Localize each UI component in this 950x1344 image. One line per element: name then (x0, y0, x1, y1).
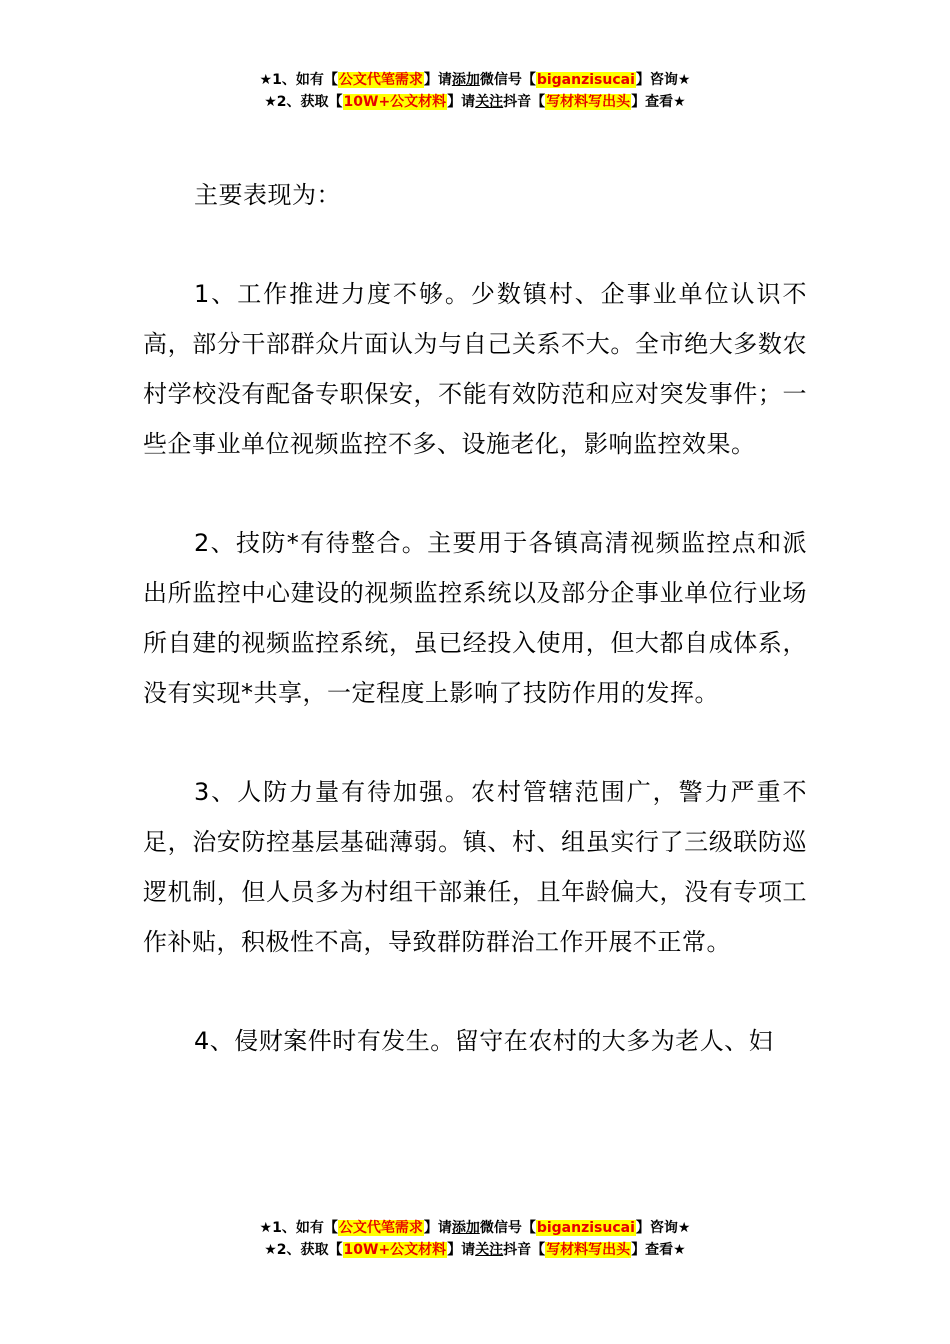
banner-highlight: 公文代笔需求 (338, 1220, 423, 1236)
document-body (143, 170, 807, 1115)
banner-text: 抖音【 (503, 1242, 546, 1258)
banner-line-1 (0, 69, 950, 91)
banner-text: ★1、如有【 (259, 72, 338, 88)
banner-underline: 关注 (475, 94, 504, 110)
banner-line-1 (0, 1217, 950, 1239)
banner-text: 】查看★ (631, 94, 686, 110)
banner-text: 】请 (423, 1220, 452, 1236)
footer-banner (0, 1217, 950, 1261)
banner-highlight: 10W+公文材料 (343, 94, 447, 110)
paragraph-3: 3、人防力量有待加强。农村管辖范围广，警力严重不足，治安防控基层基础薄弱。镇、村、组虽实行了三级联防巡逻机制，但人员多为村组干部兼任，且年龄偏大，没有专项工作补贴，积极性不高，导致群防群治工作开展不正常。 (143, 778, 807, 956)
banner-underline: 添加 (451, 72, 480, 88)
banner-highlight: 写材料写出头 (546, 1242, 631, 1258)
paragraph-4: 4、侵财案件时有发生。留守在农村的大多为老人、妇 (194, 1027, 774, 1055)
banner-underline: 添加 (451, 1220, 480, 1236)
banner-text: 】请 (447, 94, 476, 110)
banner-highlight: 10W+公文材料 (343, 1242, 447, 1258)
paragraph-1: 1、工作推进力度不够。少数镇村、企事业单位认识不高，部分干部群众片面认为与自己关系不大。全市绝大多数农村学校没有配备专职保安，不能有效防范和应对突发事件；一些企事业单位视频监控不多、设施老化，影响监控效果。 (143, 280, 807, 458)
banner-line-2 (0, 91, 950, 113)
banner-text: 】咨询★ (635, 72, 691, 88)
banner-text: 微信号【 (479, 72, 536, 88)
banner-text: 】请 (423, 72, 452, 88)
banner-text: ★2、获取【 (264, 94, 343, 110)
banner-highlight: biganzisucai (536, 72, 635, 88)
banner-text: 】查看★ (631, 1242, 686, 1258)
paragraph-2: 2、技防*有待整合。主要用于各镇高清视频监控点和派出所监控中心建设的视频监控系统以及部分企事业单位行业场所自建的视频监控系统，虽已经投入使用，但大都自成体系，没有实现*共享，一定程度上影响了技防作用的发挥。 (143, 529, 807, 707)
banner-text: ★2、获取【 (264, 1242, 343, 1258)
banner-text: 】请 (447, 1242, 476, 1258)
banner-text: ★1、如有【 (259, 1220, 338, 1236)
banner-text: 微信号【 (479, 1220, 536, 1236)
intro-paragraph: 主要表现为： (194, 181, 341, 209)
banner-text: 】咨询★ (635, 1220, 691, 1236)
banner-line-2 (0, 1239, 950, 1261)
banner-text: 抖音【 (503, 94, 546, 110)
banner-highlight: biganzisucai (536, 1220, 635, 1236)
banner-highlight: 写材料写出头 (546, 94, 631, 110)
banner-highlight: 公文代笔需求 (338, 72, 423, 88)
banner-underline: 关注 (475, 1242, 504, 1258)
header-banner (0, 69, 950, 113)
